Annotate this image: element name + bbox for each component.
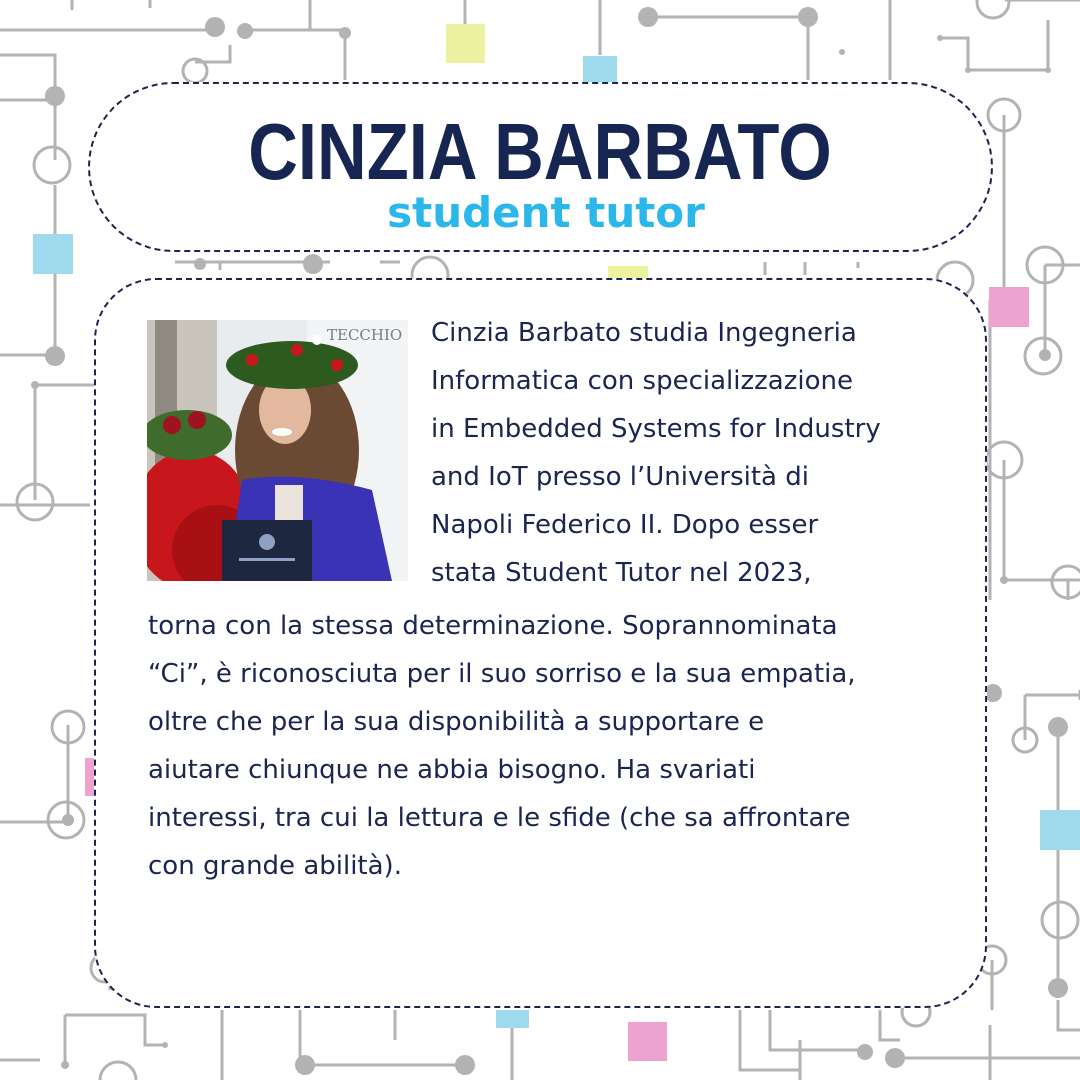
bio-text-beside-photo [431,309,881,597]
bio-line: and IoT presso l’Università di [431,462,809,492]
bio-line: interessi, tra cui la lettura e le sfide (che sa affrontare [148,803,851,833]
bio-line: aiutare chiunque ne abbia bisogno. Ha svariati [148,755,756,785]
photo-sign-text: TECCHIO [327,326,403,344]
bio-line: Napoli Federico II. Dopo esser [431,510,819,540]
bio-line: stata Student Tutor nel 2023, [431,558,812,588]
bio-text-full-width [148,602,856,890]
tutor-name: CINZIA BARBATO [248,107,832,196]
bio-line: oltre che per la sua disponibilità a supportare e [148,707,765,737]
bio-line: Informatica con specializzazione [431,366,853,396]
tutor-role: student tutor [387,188,705,237]
tutor-photo [147,320,408,581]
bio-line: Cinzia Barbato studia Ingegneria [431,318,857,348]
bio-line: in Embedded Systems for Industry [431,414,881,444]
bio-line: “Ci”, è riconosciuta per il suo sorriso e la sua empatia, [148,659,856,689]
bio-line: torna con la stessa determinazione. Soprannominata [148,611,838,641]
bio-line: con grande abilità). [148,851,402,881]
